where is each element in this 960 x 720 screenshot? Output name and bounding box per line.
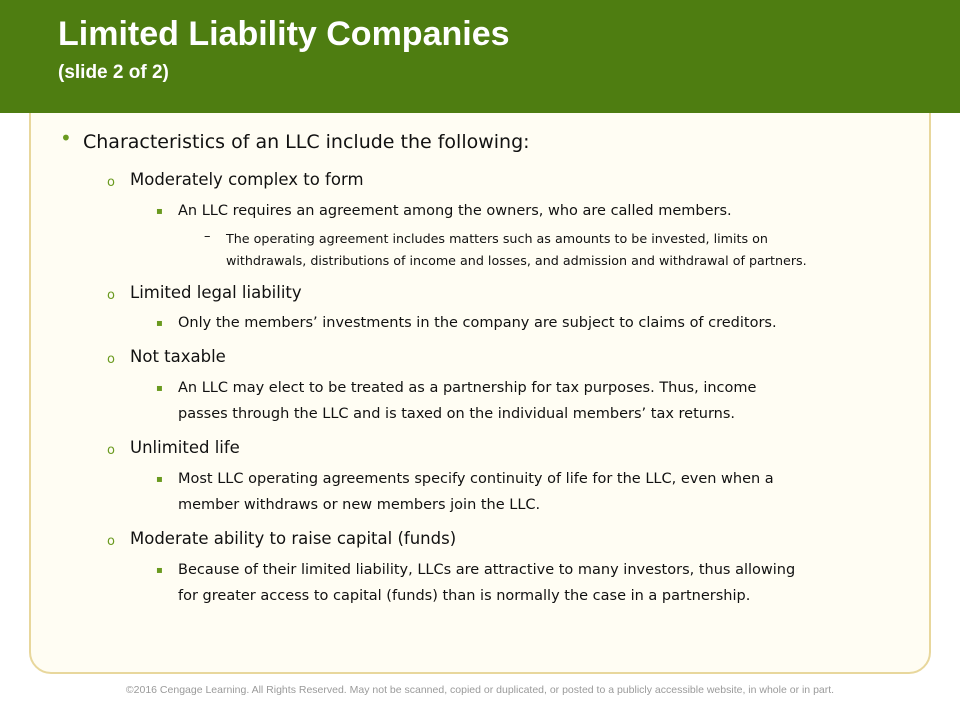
item-detail-line1: Most LLC operating agreements specify continuity of life for the LLC, even when a: [178, 471, 774, 487]
bullet-circle-icon: o: [107, 352, 115, 367]
item-heading: Moderate ability to raise capital (funds): [130, 529, 457, 548]
item-heading: Not taxable: [130, 347, 226, 366]
item-subdetail-line1: The operating agreement includes matters such as amounts to be invested, limits on: [226, 231, 768, 246]
item-detail-line2: member withdraws or new members join the LLC.: [178, 497, 541, 513]
bullet-square-icon: ▪: [156, 565, 163, 576]
slide-subtitle: (slide 2 of 2): [58, 62, 169, 83]
bullet-square-icon: ▪: [156, 383, 163, 394]
bullet-square-icon: ▪: [156, 474, 163, 485]
bullet-circle-icon: o: [107, 443, 115, 458]
item-detail: An LLC requires an agreement among the owners, who are called members.: [178, 203, 732, 219]
bullet-circle-icon: o: [107, 175, 115, 190]
item-heading: Moderately complex to form: [130, 170, 364, 189]
bullet-dot-icon: •: [60, 126, 72, 150]
item-detail-line2: for greater access to capital (funds) than is normally the case in a partnership.: [178, 588, 751, 604]
item-heading: Unlimited life: [130, 438, 240, 457]
item-detail-line1: Because of their limited liability, LLCs are attractive to many investors, thus allowing: [178, 562, 796, 578]
item-heading: Limited legal liability: [130, 283, 302, 302]
intro-text: Characteristics of an LLC include the following:: [83, 131, 530, 153]
bullet-square-icon: ▪: [156, 318, 163, 329]
slide-title: Limited Liability Companies: [58, 15, 510, 53]
bullet-circle-icon: o: [107, 534, 115, 549]
bullet-square-icon: ▪: [156, 206, 163, 217]
item-detail: Only the members’ investments in the company are subject to claims of creditors.: [178, 315, 777, 331]
bullet-dash-icon: –: [204, 229, 211, 244]
item-detail-line2: passes through the LLC and is taxed on the individual members’ tax returns.: [178, 406, 736, 422]
item-detail-line1: An LLC may elect to be treated as a partnership for tax purposes. Thus, income: [178, 380, 757, 396]
copyright-footer: ©2016 Cengage Learning. All Rights Reserved. May not be scanned, copied or duplicated, or posted to a publicly accessible website, in whole or in part.: [125, 684, 835, 696]
item-subdetail-line2: withdrawals, distributions of income and losses, and admission and withdrawal of partners.: [226, 253, 807, 268]
bullet-circle-icon: o: [107, 288, 115, 303]
